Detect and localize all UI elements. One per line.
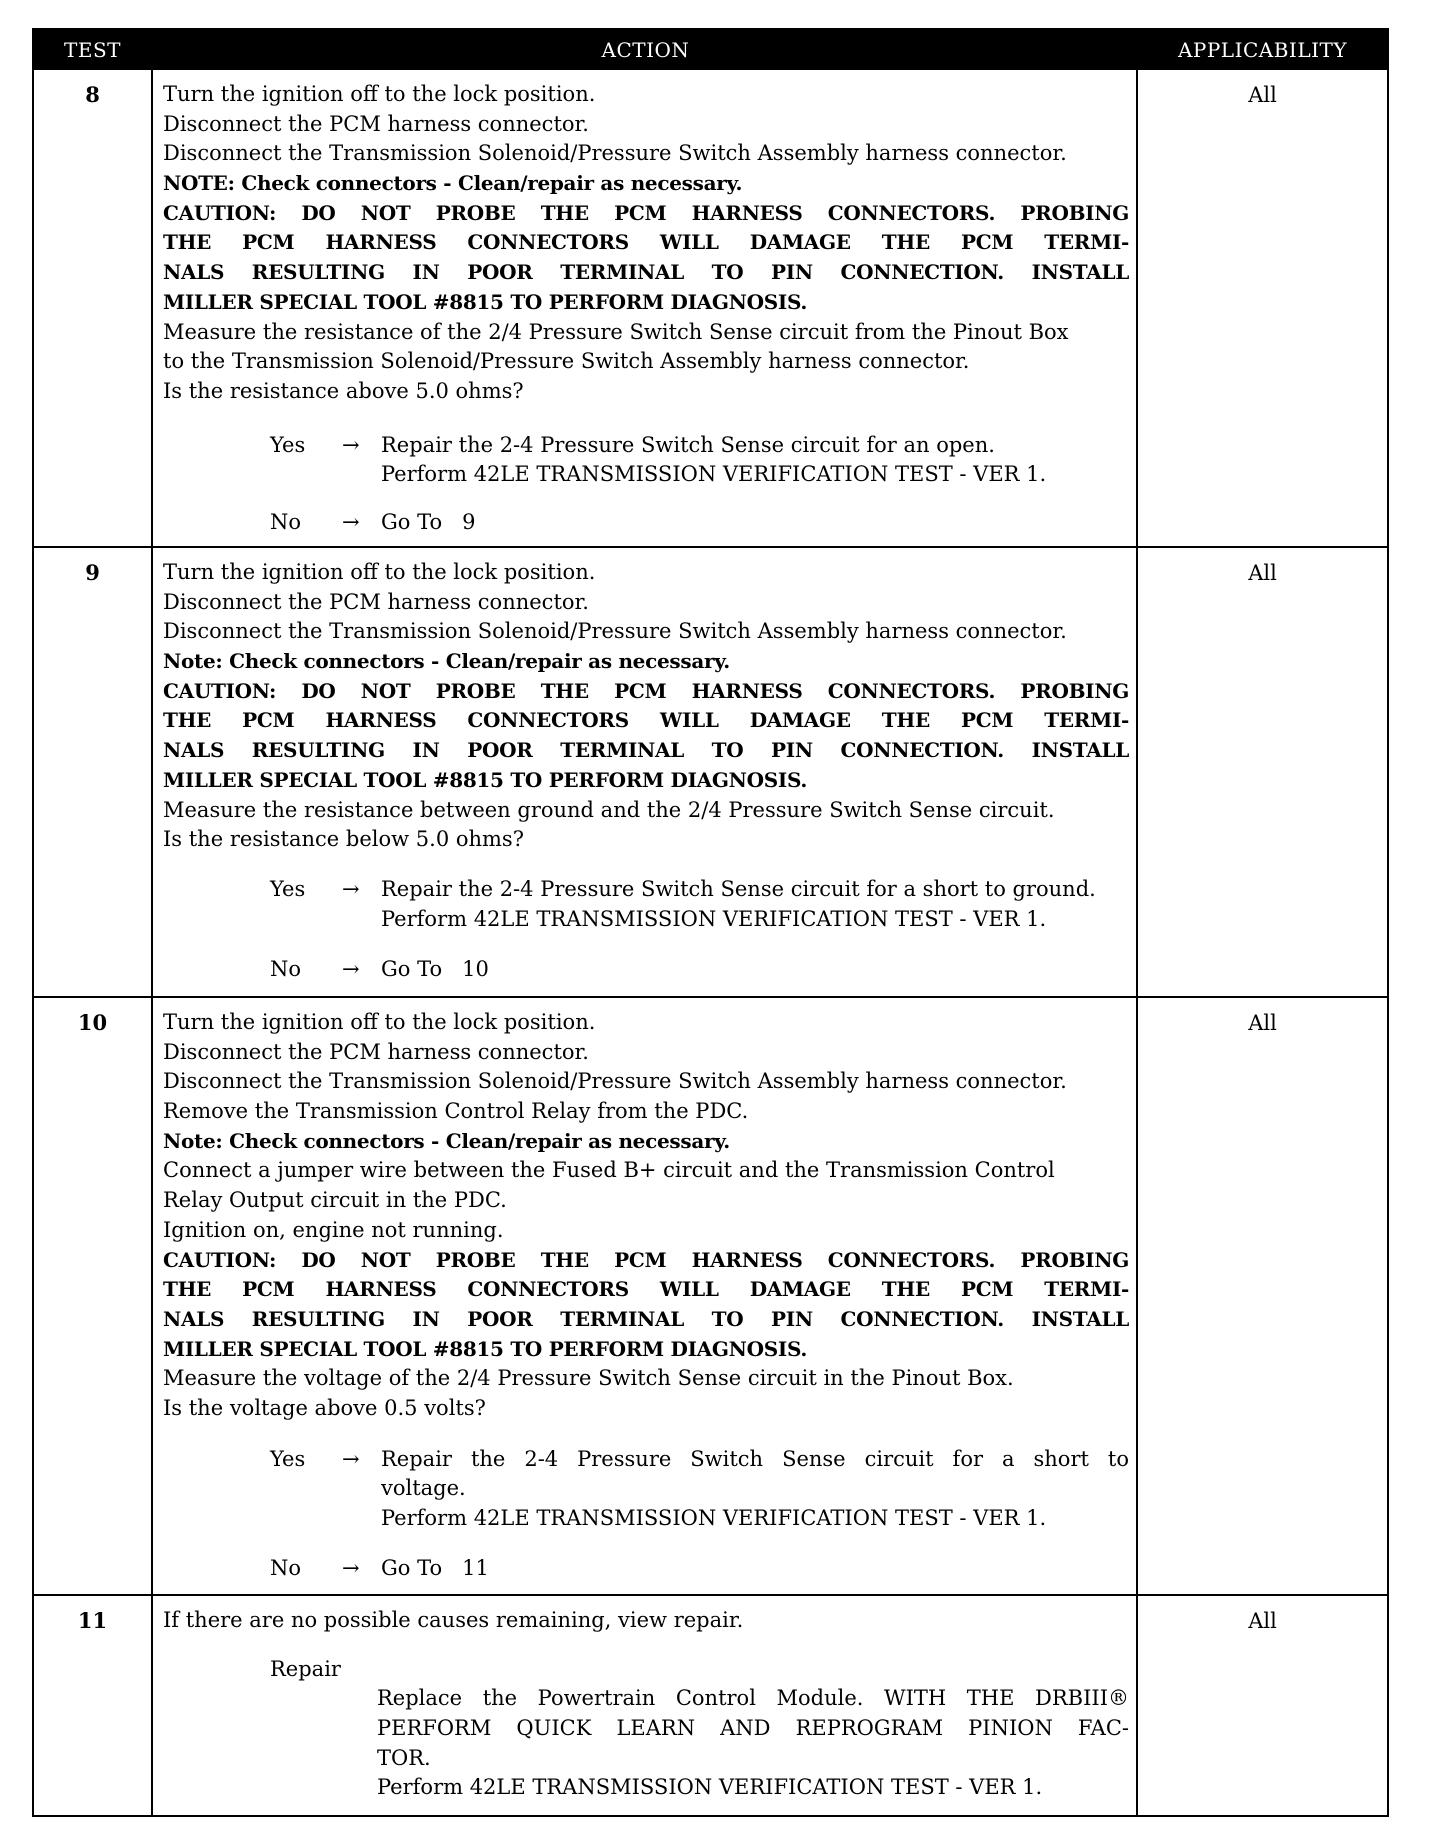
arrow-icon: → (342, 876, 360, 901)
test-number: 11 (77, 1608, 108, 1633)
repair-text (377, 1684, 1129, 1803)
no-label: No (270, 957, 302, 982)
yes-result (381, 875, 1129, 934)
warning-text: CAUTION: DO NOT PROBE THE PCM HARNESS CONNECTORS. PROBING (163, 1247, 1129, 1272)
yes-label: Yes (270, 432, 306, 457)
table-row (34, 996, 1387, 1594)
repair-line: Replace the Powertrain Control Module. WITH THE DRBIII® (377, 1686, 1129, 1711)
warning-text: Note: Check connectors - Clean/repair as necessary. (163, 1128, 730, 1153)
arrow-icon: → (342, 432, 360, 457)
warning-text: MILLER SPECIAL TOOL #8815 TO PERFORM DIAGNOSIS. (163, 289, 808, 314)
header-test: TEST (64, 38, 121, 62)
no-branch (270, 955, 1129, 985)
yes-branch (270, 875, 1129, 934)
test-number: 8 (85, 82, 100, 107)
yes-label: Yes (270, 1446, 306, 1471)
table-row (34, 546, 1387, 996)
goto-step: Go To 9 (381, 509, 476, 534)
action-cell (163, 1606, 1129, 1803)
instruction-line: Disconnect the Transmission Solenoid/Pressure Switch Assembly harness connector. (163, 141, 1067, 166)
goto-step: Go To 11 (381, 1555, 489, 1580)
instruction-line: Turn the ignition off to the lock position. (163, 560, 596, 584)
warning-text: NALS RESULTING IN POOR TERMINAL TO PIN CONNECTION. INSTALL (163, 1306, 1129, 1331)
diagnostic-test-table (32, 28, 1389, 1817)
repair-block (163, 1655, 1129, 1803)
result-line: Perform 42LE TRANSMISSION VERIFICATION TEST - VER 1. (381, 1506, 1047, 1530)
result-line: voltage. (381, 1476, 466, 1501)
instruction-line: Disconnect the PCM harness connector. (163, 1039, 589, 1064)
result-line: Perform 42LE TRANSMISSION VERIFICATION TEST - VER 1. (381, 906, 1047, 931)
applicability: All (1248, 1011, 1277, 1035)
yes-branch (270, 1445, 1129, 1534)
header-action: ACTION (601, 38, 690, 62)
instruction-line: Relay Output circuit in the PDC. (163, 1188, 507, 1213)
instruction-line: Disconnect the PCM harness connector. (163, 111, 589, 136)
test-number: 9 (85, 560, 100, 585)
test-number: 10 (77, 1010, 108, 1035)
instruction-line: Disconnect the Transmission Solenoid/Pressure Switch Assembly harness connector. (163, 619, 1067, 644)
instruction-line: Is the resistance above 5.0 ohms? (163, 378, 524, 403)
table-row (34, 1594, 1387, 1817)
warning-text: NALS RESULTING IN POOR TERMINAL TO PIN CONNECTION. INSTALL (163, 260, 1129, 285)
warning-text: NALS RESULTING IN POOR TERMINAL TO PIN CONNECTION. INSTALL (163, 738, 1129, 763)
instruction-line: Remove the Transmission Control Relay from the PDC. (163, 1099, 749, 1124)
repair-line: PERFORM QUICK LEARN AND REPROGRAM PINION FAC- (377, 1716, 1129, 1741)
table-row (34, 68, 1387, 546)
instruction-line: If there are no possible causes remaining, view repair. (163, 1608, 744, 1632)
warning-text: CAUTION: DO NOT PROBE THE PCM HARNESS CONNECTORS. PROBING (163, 200, 1129, 225)
applicability: All (1248, 1609, 1277, 1633)
repair-label: Repair (270, 1656, 341, 1681)
arrow-icon: → (342, 1446, 360, 1471)
yes-label: Yes (270, 876, 306, 901)
instruction-line: Disconnect the PCM harness connector. (163, 589, 589, 614)
instruction-line: Measure the resistance of the 2/4 Pressure Switch Sense circuit from the Pinout Box (163, 319, 1069, 344)
yes-result (381, 431, 1129, 490)
warning-text: NOTE: Check connectors - Clean/repair as necessary. (163, 171, 743, 196)
result-line: Repair the 2-4 Pressure Switch Sense circuit for a short to ground. (381, 876, 1096, 901)
result-line: Repair the 2-4 Pressure Switch Sense circuit for an open. (381, 432, 995, 457)
instruction-line: Turn the ignition off to the lock position. (163, 82, 596, 106)
header-applicability: APPLICABILITY (1177, 38, 1348, 62)
instruction-line: Disconnect the Transmission Solenoid/Pressure Switch Assembly harness connector. (163, 1069, 1067, 1094)
warning-text: THE PCM HARNESS CONNECTORS WILL DAMAGE THE PCM TERMI- (163, 1277, 1129, 1302)
instruction-line: Turn the ignition off to the lock position. (163, 1010, 596, 1034)
no-branch (270, 1554, 1129, 1584)
instruction-line: Measure the voltage of the 2/4 Pressure Switch Sense circuit in the Pinout Box. (163, 1366, 1014, 1391)
action-cell (163, 80, 1129, 538)
instruction-line: Is the voltage above 0.5 volts? (163, 1395, 486, 1420)
applicability: All (1248, 561, 1277, 585)
result-line: Repair the 2-4 Pressure Switch Sense circuit for a short to (381, 1446, 1129, 1471)
warning-text: CAUTION: DO NOT PROBE THE PCM HARNESS CONNECTORS. PROBING (163, 678, 1129, 703)
arrow-icon: → (342, 1555, 360, 1580)
warning-text: MILLER SPECIAL TOOL #8815 TO PERFORM DIAGNOSIS. (163, 1336, 808, 1361)
warning-text: THE PCM HARNESS CONNECTORS WILL DAMAGE THE PCM TERMI- (163, 708, 1129, 733)
instruction-line: to the Transmission Solenoid/Pressure Switch Assembly harness connector. (163, 349, 970, 374)
instruction-line: Measure the resistance between ground and the 2/4 Pressure Switch Sense circuit. (163, 797, 1055, 822)
warning-text: THE PCM HARNESS CONNECTORS WILL DAMAGE THE PCM TERMI- (163, 230, 1129, 255)
arrow-icon: → (342, 957, 360, 982)
no-label: No (270, 1555, 302, 1580)
action-cell (163, 1008, 1129, 1583)
no-branch (270, 508, 1129, 538)
applicability: All (1248, 83, 1277, 107)
warning-text: Note: Check connectors - Clean/repair as necessary. (163, 649, 730, 674)
yes-result (381, 1445, 1129, 1534)
yes-branch (270, 431, 1129, 490)
no-label: No (270, 509, 302, 534)
instruction-line: Connect a jumper wire between the Fused B+ circuit and the Transmission Control (163, 1158, 1055, 1183)
goto-step: Go To 10 (381, 957, 489, 982)
repair-line: Perform 42LE TRANSMISSION VERIFICATION TEST - VER 1. (377, 1775, 1043, 1800)
instruction-line: Is the resistance below 5.0 ohms? (163, 827, 524, 852)
instruction-line: Ignition on, engine not running. (163, 1217, 504, 1242)
repair-line: TOR. (377, 1745, 431, 1770)
warning-text: MILLER SPECIAL TOOL #8815 TO PERFORM DIAGNOSIS. (163, 767, 808, 792)
result-line: Perform 42LE TRANSMISSION VERIFICATION TEST - VER 1. (381, 462, 1047, 487)
table-header (34, 30, 1387, 70)
action-cell (163, 558, 1129, 985)
arrow-icon: → (342, 509, 360, 534)
